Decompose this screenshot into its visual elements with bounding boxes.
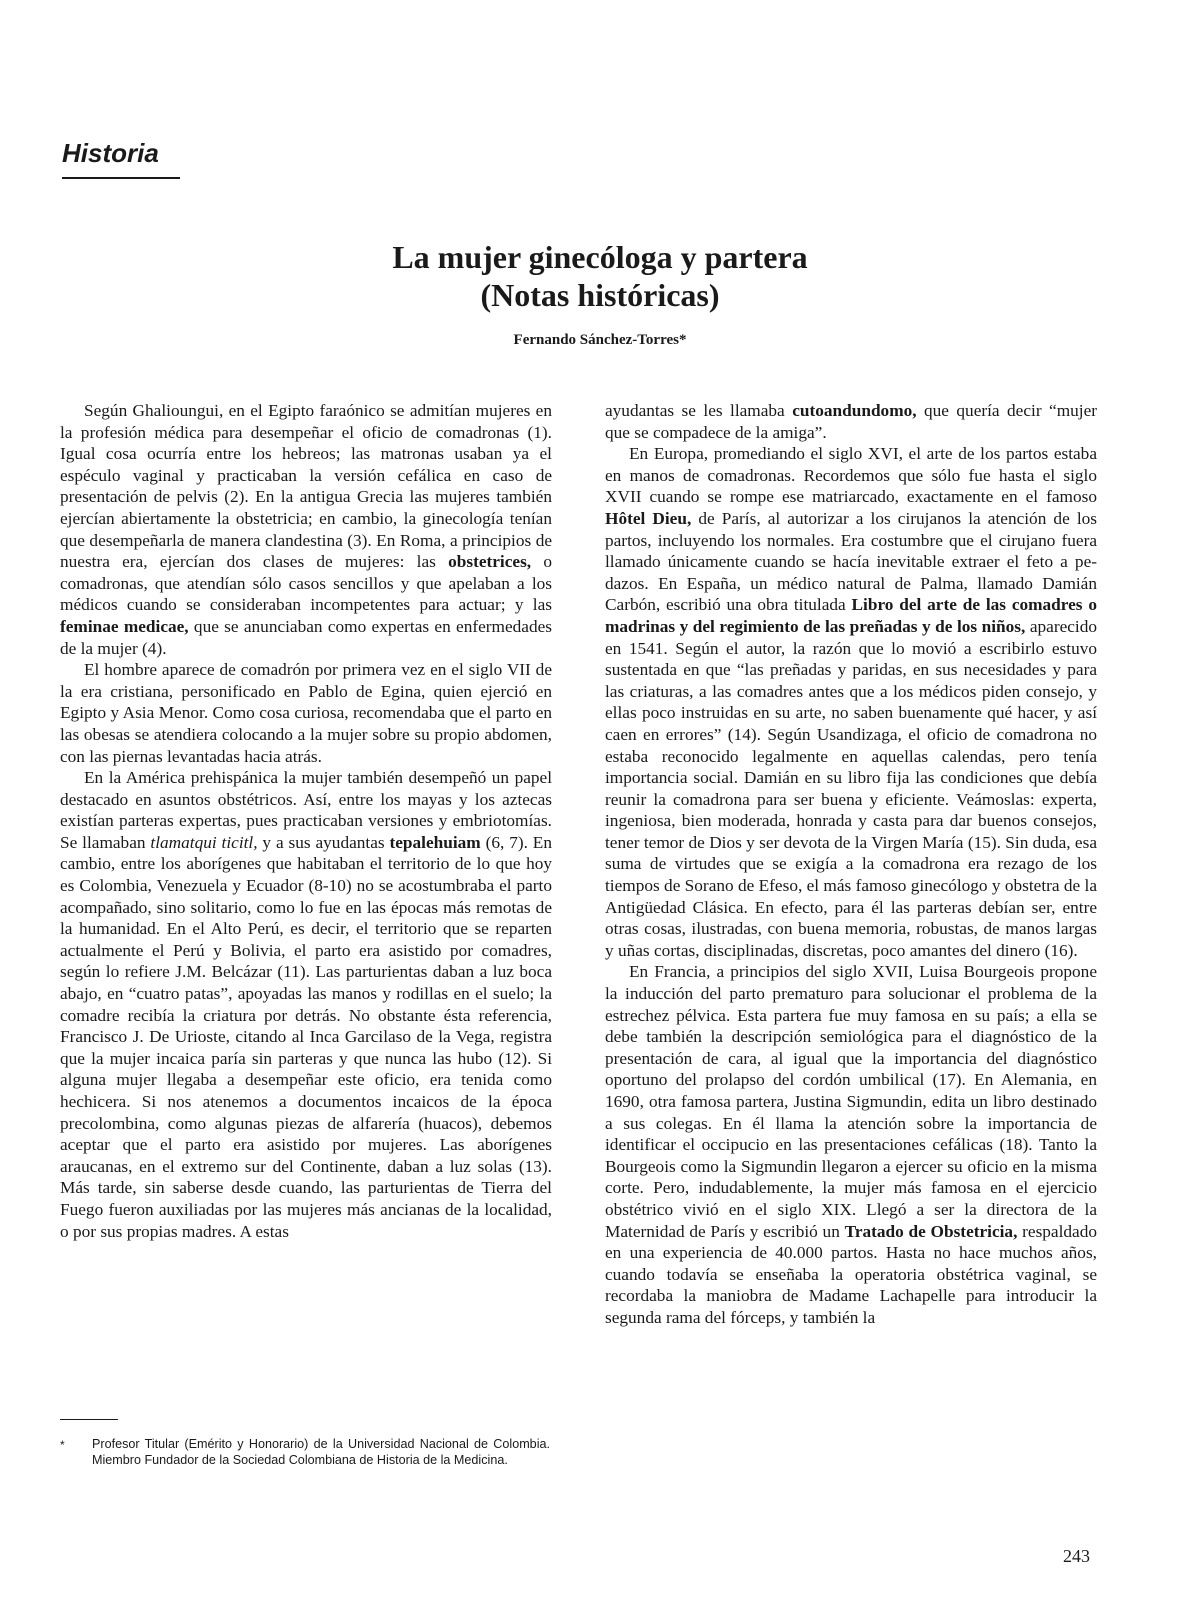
section-label: Historia [62, 138, 159, 168]
term-cutoandundomo: cutoandundomo, [792, 401, 917, 420]
paragraph-egypt-greece-rome: Según Ghalioungui, en el Egipto faraónico se admitían mujeres en la profesión médica para desempeñar el oficio de comadronas (1). Igual cosa ocurría entre los hebreos; las matronas usaban ya el espéculo vaginal y practicaban la versión cefálica en caso de presentación de pelvis (2). En la antigua Grecia las mujeres también ejercían abiertamente la obstetricia; en cambio, la ginecología tenían que desempeñarla de manera clandestina (3). En Roma, a principios de nuestra era, ejercían dos clases de mujeres: las obstetrices, o comadronas, que atendían sólo casos sencillos y que apelaban a los médicos cuando se consideraban incompetentes para actuar; y las feminae medicae, que se anunciaban como expertas en enfermedades de la mujer (4). [60, 401, 552, 658]
footnote-marker: * [60, 1438, 65, 1452]
term-obstetrices: obstetrices, [448, 552, 532, 572]
right-column [605, 400, 1097, 1329]
book-title-tratado-de-obstetricia: Tratado de Obstetricia, [844, 1221, 1018, 1241]
article-author: Fernando Sánchez-Torres* [513, 332, 687, 348]
article-title-line-2: (Notas históricas) [480, 277, 720, 313]
term-feminae-medicae: feminae medicae, [60, 616, 189, 636]
paragraph-continuation: ayudantas se les llamaba cutoandundomo, que quería decir “mujer que se compadece de la amiga”. [605, 401, 1097, 442]
footnote-divider [60, 1419, 118, 1420]
paragraph-pablo-de-egina: El hombre aparece de comadrón por primera vez en el siglo VII de la era cristiana, personificado en Pablo de Egina, quien ejerció en Egipto y Asia Menor. Como cosa curiosa, recomendaba que el parto en las obesas se atendiera colocando a la mujer sobre su propio abdomen, con las piernas levantadas hacia atrás. [60, 660, 552, 766]
term-tepalehuiam: tepalehuiam [389, 832, 481, 852]
left-column [60, 400, 552, 1242]
book-title-libro-del-arte: Libro del arte de las comadres o madrinas y del regimiento de las preñadas y de los niños, [605, 595, 1097, 636]
section-underline [62, 177, 180, 179]
paragraph-europe: En Europa, promediando el siglo XVI, el arte de los partos estaba en manos de comadronas. Recordemos que sólo fue hasta el siglo XVII cuando se rompe ese matriarcado, exactamente en el famoso Hôtel Dieu, de París, al autorizar a los cirujanos la atención de los partos, incluyendo los normales. Era costumbre que el cirujano fuera llamado únicamente cuando se hacía inevitable extraer el feto a pedazos. En España, un médico natural de Palma, llamado Damián Carbón, escribió una obra titulada Libro del arte de las comadres o madrinas y del regimiento de las preñadas y de los niños, aparecido en 1541. Según el autor, la razón que lo movió a escribirlo estuvo sustentada en que “las preñadas y paridas, en sus necesidades y para las criaturas, a las comadres antes que a los médicos piden consejo, y ellas poco instruidas en su arte, no saben buenamente qué hacer, y así caen en errores” (14). Según Usandizaga, el oficio de comadrona no estaba reconocido legalmente en aquellas calendas, pero tenía importancia social. Damián en su libro fija las condiciones que debía reunir la comadrona para ser buena y eficiente. Veámoslas: experta, ingeniosa, bien moderada, honrada y casta para dar buenos consejos, tener temor de Dios y ser devota de la Virgen María (15). Sin duda, esa suma de virtudes que se exigía a la comadrona era rezago de los tiempos de Sorano de Efeso, el más famoso ginecólogo y obstetra de la Antigüedad Clásica. En efecto, para él las parteras debían ser, entre otras cosas, ilustradas, con buena memoria, robustas, de manos largas y uñas cortas, disciplinadas, discretas, poco amantes del dinero (16). [605, 444, 1097, 960]
paragraph-prehispanic-america: En la América prehispánica la mujer también desempeñó un papel destacado en asuntos obstétricos. Así, entre los mayas y los aztecas existían parteras expertas, pues practicaban versiones y embriotomías. Se llamaban tlamatqui ticitl, y a sus ayudantas tepalehuiam (6, 7). En cambio, entre los aborígenes que habitaban el territorio de lo que hoy es Colombia, Venezuela y Ecuador (8-10) no se acostumbraba el parto acompañado, sino solitario, como lo fue en las épocas más remotas de la humanidad. En el Alto Perú, es decir, el territorio que se reparten actualmente el Perú y Bolivia, el parto era asistido por comadres, según lo refiere J.M. Belcázar (11). Las parturientas daban a luz boca abajo, en “cuatro patas”, apoyadas las manos y rodillas en el suelo; la comadre recibía la criatura por detrás. No obstante ésta referencia, Francisco J. De Urioste, citando al Inca Garcilaso de la Vega, registra que la mujer incaica paría sin parteras y que nunca las hubo (12). Si alguna mujer llegaba a desempeñar este oficio, era tenida como hechicera. Si nos atenemos a documentos incaicos de la época precolombina, como algunas piezas de alfarería (huacos), debemos aceptar que el parto era asistido por mujeres. Las aborígenes araucanas, en el extremo sur del Continente, daban a luz solas (13). Más tarde, sin saberse desde cuando, las parturientas de Tierra del Fuego fueron auxiliadas por las mujeres más ancianas de la localidad, o por sus propias madres. A estas [60, 768, 552, 1241]
term-hotel-dieu: Hôtel Dieu, [605, 508, 692, 528]
page-number: 243 [1063, 1546, 1090, 1566]
article-title-line-1: La mujer ginecóloga y partera [392, 239, 808, 275]
author-footnote: Profesor Titular (Emérito y Honorario) de la Universidad Nacional de Colombia. Miembro Fundador de la Sociedad Colombiana de Historia de la Medicina. [92, 1437, 550, 1467]
term-tlamatqui-ticitl: tlamatqui ticitl, [150, 832, 258, 852]
paragraph-france-germany: En Francia, a principios del siglo XVII, Luisa Bourgeois propone la inducción del parto prematuro para solucionar el problema de la estrechez pélvica. Esta partera fue muy famosa en su país; a ella se debe también la descripción semiológica para el diagnóstico de la presentación de cara, al igual que la importancia del diagnóstico oportuno del prolapso del cordón umbilical (17). En Alemania, en 1690, otra famosa partera, Justina Sigmundin, edita un libro destinado a sus colegas. En él llama la atención sobre la importancia de identificar el occipucio en las presentaciones cefálicas (18). Tanto la Bourgeois como la Sigmundin llegaron a ejercer su oficio en la misma corte. Pero, indudablemente, la mujer más famosa en el ejercicio obstétrico vivió en el siglo XIX. Llegó a ser la directora de la Maternidad de París y escribió un Tratado de Obstetricia, respaldado en una experiencia de 40.000 partos. Hasta no hace muchos años, cuando todavía se enseñaba la operatoria obstétrica vaginal, se recordaba la maniobra de Madame Lachapelle para introducir la segunda rama del fórceps, y también la [605, 962, 1097, 1327]
